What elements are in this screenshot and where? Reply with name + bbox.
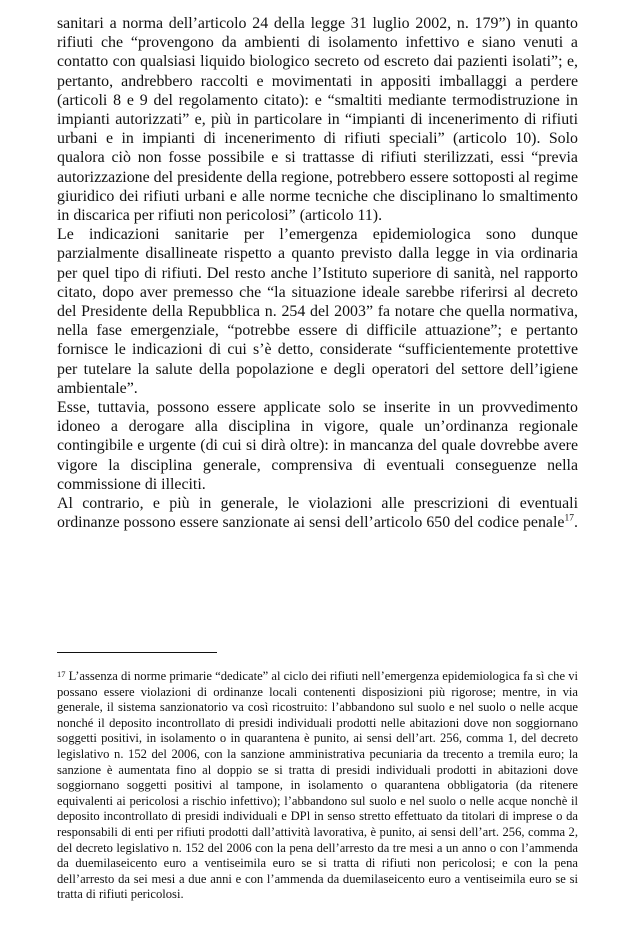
paragraph-4-end: .	[573, 514, 578, 532]
footnote-number: 17	[57, 669, 66, 679]
paragraph-2: Le indicazioni sanitarie per l’emergenza epidemiologica sono dunque parzialmente disallineate rispetto a quanto previsto dalla legge in via ordinaria per quel tipo di rifiuti. Del resto anche l’Istituto superiore di sanità, nel rapporto citato, dopo aver premesso che “la situazione ideale sarebbe riferirsi al decreto del Presidente della Repubblica n. 254 del 2003” fa notare che quella normativa, nella fase emergenziale, “potrebbe essere di difficile attuazione”; e pertanto fornisce le indicazioni di cui s’è detto, considerate “sufficientemente protettive per tutelare la salute della popolazione e degli operatori del settore dell’igiene ambientale”.	[57, 226, 578, 397]
paragraph-4-text: Al contrario, e più in generale, le violazioni alle prescrizioni di eventuali ordinanze possono essere sanzionate ai sensi dell’articolo 650 del codice penale	[57, 495, 578, 532]
paragraph-4	[57, 494, 578, 532]
footnote-17	[57, 669, 578, 903]
main-text	[57, 14, 578, 532]
paragraph-1: sanitari a norma dell’articolo 24 della legge 31 luglio 2002, n. 179”) in quanto rifiuti che “provengono da ambienti di isolamento infettivo e siano venuti a contatto con qualsiasi liquido biologico secreto od escreto dai pazienti isolati”; e, pertanto, andrebbero raccolti e movimentati in appositi imballaggi a perdere (articoli 8 e 9 del regolamento citato): e “smaltiti mediante termodistruzione in impianti autorizzati” e, più in particolare in “impianti di incenerimento di rifiuti urbani e in impianti di incenerimento di rifiuti speciali” (articolo 10). Solo qualora ciò non fosse possibile e si trattasse di rifiuti sterilizzati, essi “previa autorizzazione del presidente della regione, potrebbero essere sottoposti al regime giuridico dei rifiuti urbani e alle norme tecniche che disciplinano lo smaltimento in discarica per rifiuti non pericolosi” (articolo 11).	[57, 15, 578, 225]
paragraph-3: Esse, tuttavia, possono essere applicate solo se inserite in un provvedimento idoneo a derogare alla disciplina in vigore, quale un’ordinanza regionale contingibile e urgente (di cui si dirà oltre): in mancanza del quale dovrebbe avere vigore la disciplina generale, comprensiva di eventuali conseguenze nella commissione di illeciti.	[57, 399, 578, 493]
footnote-reference[interactable]: 17	[564, 513, 574, 524]
footnote-text: L’assenza di norme primarie “dedicate” al ciclo dei rifiuti nell’emergenza epidemiologica fa sì che vi possano essere violazioni di ordinanze locali contenenti disposizioni più rigorose; mentre, in via generale, il sistema sanzionatorio va così ricostruito: l’abbandono sul suolo e nel suolo o nelle acque nonché il deposito incontrollato di presidi individuali prodotti nelle abitazioni dove non soggiornano soggetti positivi, in isolamento o in quarantena è punito, ai sensi dell’art. 256, comma 1, del decreto legislativo n. 152 del 2006, con la sanzione amministrativa pecuniaria da trecento a tremila euro; la sanzione è aumentata fino al doppio se si tratta di presidi individuali prodotti in abitazioni dove soggiornano soggetti positivi al tampone, in isolamento o quarantena obbligatoria (da ritenere equivalenti ai pericolosi a rischio infettivo); l’abbandono sul suolo e nel suolo o nelle acque nonchè il deposito incontrollato di presidi individuali e DPl in senso stretto effettuato da titolari di imprese o da responsabili di enti per rifiuti prodotti dall’attività lavorativa, è punito, ai sensi dell’art. 256, comma 2, del decreto legislativo n. 152 del 2006 con la pena dell’arresto da tre mesi a un anno o con l’ammenda da duemilaseicento euro a ventiseimila euro se si tratta di rifiuti non pericolosi; e con la pena dell’arresto da sei mesi a due anni e con l’ammenda da duemilaseicento euro a ventiseimila euro se si tratta di rifiuti pericolosi.	[57, 669, 578, 902]
page-body	[57, 14, 578, 532]
footnote-separator	[57, 652, 217, 653]
